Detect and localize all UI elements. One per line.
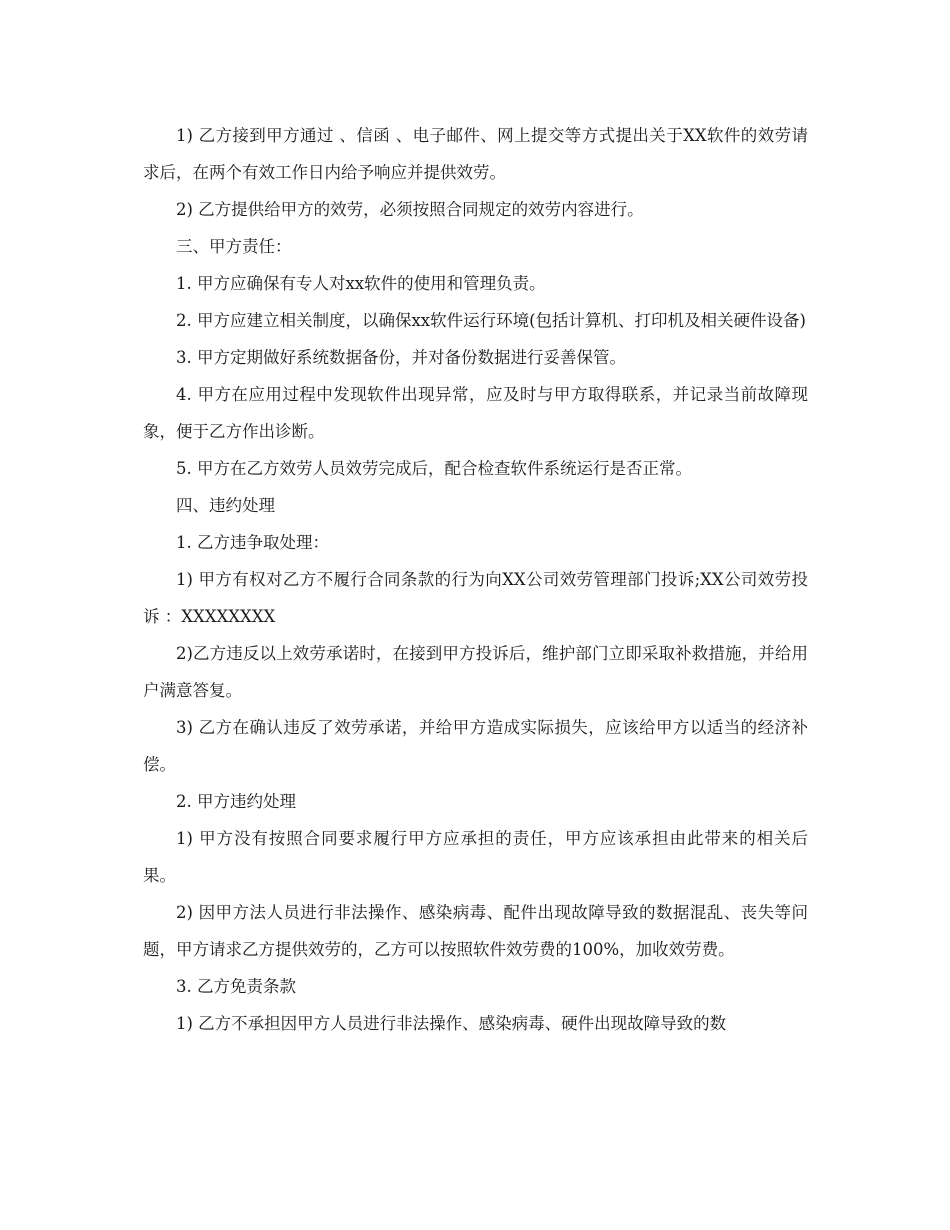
paragraph-14: 2. 甲方违约处理 <box>176 792 296 811</box>
paragraph-6: 3. 甲方定期做好系统数据备份，并对备份数据进行妥善保管。 <box>176 348 626 367</box>
document-body <box>143 117 808 1042</box>
paragraph-15: 1) 甲方没有按照合同要求履行甲方应承担的责任，甲方应该承担由此带来的相关后果。 <box>143 829 808 885</box>
paragraph-16: 2) 因甲方法人员进行非法操作、感染病毒、配件出现故障导致的数据混乱、丧失等问题，甲方请求乙方提供效劳的，乙方可以按照软件效劳费的100%，加收效劳费。 <box>143 903 808 959</box>
paragraph-12: 2)乙方违反以上效劳承诺时，在接到甲方投诉后，维护部门立即采取补救措施，并给用户满意答复。 <box>143 644 808 700</box>
paragraph-11: 1) 甲方有权对乙方不履行合同条款的行为向XX公司效劳管理部门投诉;XX公司效劳投诉 ：XXXXXXXX <box>143 570 808 626</box>
paragraph-8: 5. 甲方在乙方效劳人员效劳完成后，配合检查软件系统运行是否正常。 <box>176 459 692 478</box>
paragraph-17: 3. 乙方免责条款 <box>176 977 296 996</box>
section-heading-breach-handling: 四、违约处理 <box>176 496 275 515</box>
paragraph-10: 1. 乙方违争取处理： <box>176 533 329 552</box>
paragraph-1: 1) 乙方接到甲方通过 、信函 、电子邮件、网上提交等方式提出关于XX软件的效劳请求后，在两个有效工作日内给予响应并提供效劳。 <box>143 126 808 182</box>
section-heading-party-a-responsibility: 三、甲方责任： <box>176 237 292 256</box>
paragraph-5: 2. 甲方应建立相关制度，以确保xx软件运行环境(包括计算机、打印机及相关硬件设备) <box>176 311 806 330</box>
paragraph-2: 2) 乙方提供给甲方的效劳，必须按照合同规定的效劳内容进行。 <box>176 200 644 219</box>
paragraph-18: 1) 乙方不承担因甲方人员进行非法操作、感染病毒、硬件出现故障导致的数 <box>176 1014 727 1033</box>
paragraph-13: 3) 乙方在确认违反了效劳承诺，并给甲方造成实际损失，应该给甲方以适当的经济补偿。 <box>143 718 808 774</box>
paragraph-7: 4. 甲方在应用过程中发现软件出现异常，应及时与甲方取得联系，并记录当前故障现象，便于乙方作出诊断。 <box>143 385 808 441</box>
paragraph-4: 1. 甲方应确保有专人对xx软件的使用和管理负责。 <box>176 274 546 293</box>
